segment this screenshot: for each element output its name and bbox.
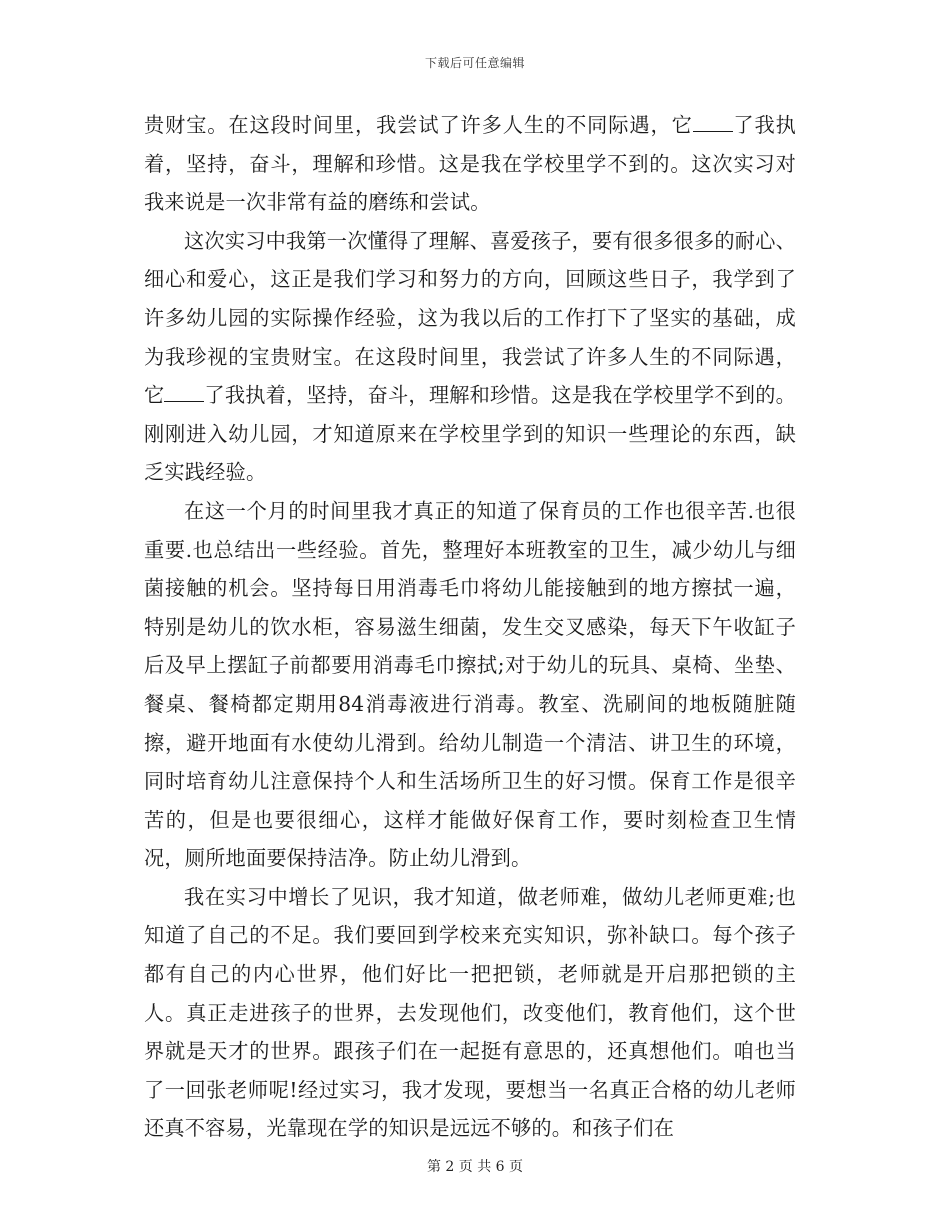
paragraph-4: 我在实习中增长了见识，我才知道，做老师难，做幼儿老师更难;也知道了自己的不足。我们要回到学校来充实知识，弥补缺口。每个孩子都有自己的内心世界，他们好比一把把锁，老师就是开启那把锁的主人。真正走进孩子的世界，去发现他们，改变他们，教育他们，这个世界就是天才的世界。跟孩子们在一起挺有意思的，还真想他们。咱也当了一回张老师呢!经过实习，我才发现，要想当一名真正合格的幼儿老师还真不容易，光靠现在学的知识是远远不够的。和孩子们在 bbox=[144, 884, 796, 1141]
paragraph-1 bbox=[144, 106, 796, 222]
paragraph-2-text-after: 了我执着，坚持，奋斗，理解和珍惜。这是我在学校里学不到的。刚刚进入幼儿园，才知道原来在学校里学到的知识一些理论的东西，缺乏实践经验。 bbox=[144, 383, 796, 485]
page-number: 第 2 页 共 6 页 bbox=[426, 1159, 524, 1175]
paragraph-1-text-after: 了我执着，坚持，奋斗，理解和珍惜。这是我在学校里学不到的。这次实习对我来说是一次非常有益的磨练和尝试。 bbox=[144, 113, 796, 215]
fill-in-blank bbox=[164, 387, 204, 402]
document-body bbox=[144, 106, 796, 1148]
fill-in-blank bbox=[693, 117, 733, 132]
page-header: 下载后可任意编辑 bbox=[424, 56, 525, 70]
paragraph-1-text-before: 贵财宝。在这段时间里，我尝试了许多人生的不同际遇，它 bbox=[144, 113, 693, 137]
paragraph-2 bbox=[144, 222, 796, 492]
paragraph-3: 在这一个月的时间里我才真正的知道了保育员的工作也很辛苦.也很重要.也总结出一些经验。首先，整理好本班教室的卫生，减少幼儿与细菌接触的机会。坚持每日用消毒毛巾将幼儿能接触到的地方擦拭一遍，特别是幼儿的饮水柜，容易滋生细菌，发生交叉感染，每天下午收缸子后及早上摆缸子前都要用消毒毛巾擦拭;对于幼儿的玩具、桌椅、坐垫、餐桌、餐椅都定期用84消毒液进行消毒。教室、洗刷间的地板随脏随擦，避开地面有水使幼儿滑到。给幼儿制造一个清洁、讲卫生的环境，同时培育幼儿注意保持个人和生活场所卫生的好习惯。保育工作是很辛苦的，但是也要很细心，这样才能做好保育工作，要时刻检查卫生情况，厕所地面要保持洁净。防止幼儿滑到。 bbox=[144, 498, 796, 871]
paragraph-2-text-before: 这次实习中我第一次懂得了理解、喜爱孩子，要有很多很多的耐心、细心和爱心，这正是我们学习和努力的方向，回顾这些日子，我学到了许多幼儿园的实际操作经验，这为我以后的工作打下了坚实的基础，成为我珍视的宝贵财宝。在这段时间里，我尝试了许多人生的不同际遇，它 bbox=[144, 228, 796, 408]
